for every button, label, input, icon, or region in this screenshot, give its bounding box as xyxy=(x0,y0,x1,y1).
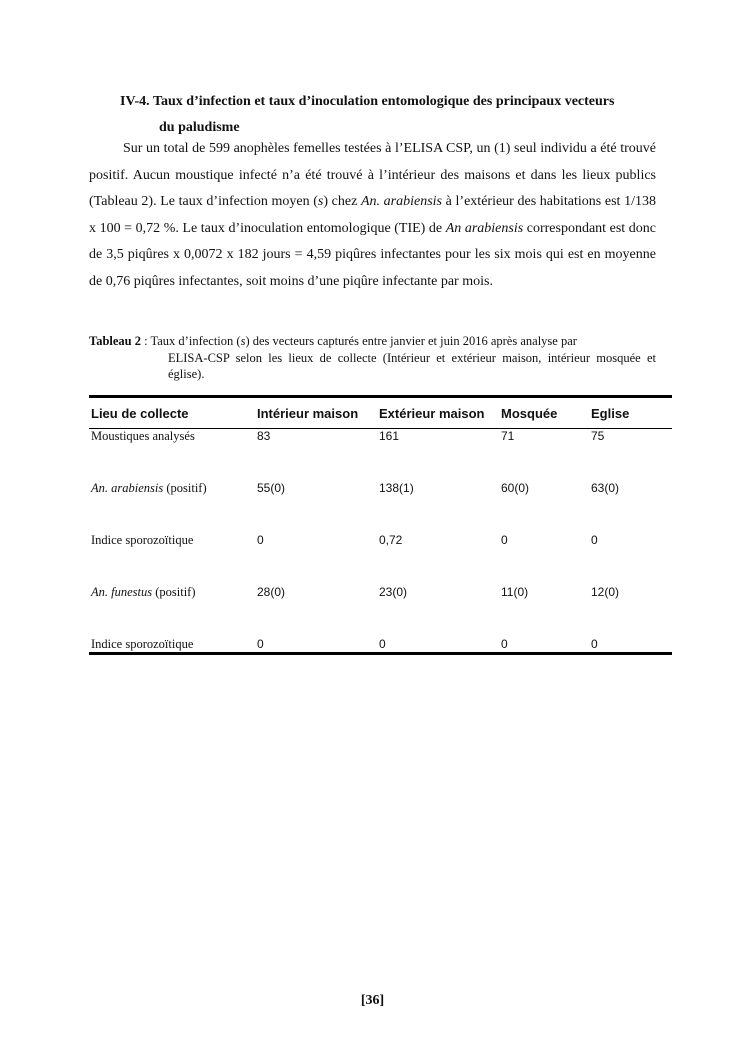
label-suffix: (positif) xyxy=(152,585,196,599)
species-name: An. funestus xyxy=(91,585,153,599)
para-text-3: à l’extérieur des habitations est 1/138 x 100 = 0,72 %. Le taux d’inoculation entomologique (TIE) de xyxy=(89,194,656,236)
cell-value: 23(0) xyxy=(379,585,408,599)
section-title-line2: du paludisme xyxy=(159,120,240,135)
table-row xyxy=(89,533,672,585)
row-label: Moustiques analysés xyxy=(91,429,195,443)
cell-value: 83 xyxy=(257,429,271,443)
row-label: Indice sporozoïtique xyxy=(91,637,194,651)
header-exterieur: Extérieur maison xyxy=(379,406,485,421)
infection-table xyxy=(89,395,672,655)
table-row xyxy=(89,429,672,482)
para-text-2: ) chez xyxy=(323,194,361,210)
cell-value: 138(1) xyxy=(379,481,414,495)
cell-value: 55(0) xyxy=(257,481,286,495)
para-species-1: An. arabiensis xyxy=(360,194,443,210)
cell-value: 71 xyxy=(501,429,515,443)
caption-sep: : xyxy=(141,334,151,348)
header-mosquee: Mosquée xyxy=(501,406,558,421)
caption-text-1: Taux d’infection ( xyxy=(150,334,241,348)
row-label: Indice sporozoïtique xyxy=(91,533,194,547)
header-lieu: Lieu de collecte xyxy=(91,406,189,421)
page-number: [36] xyxy=(360,993,385,1008)
table-row xyxy=(89,585,672,637)
cell-value: 28(0) xyxy=(257,585,286,599)
cell-value: 0 xyxy=(591,533,598,547)
para-text-1: Sur un total de 599 anophèles femelles testées à l’ELISA CSP, un (1) seul individu a été trouvé positif. Aucun moustique infecté n’a été trouvé à l’intérieur des maisons et dans les lieux publics (Tableau 2). Le taux d’infection moyen ( xyxy=(89,141,656,210)
cell-value: 0 xyxy=(501,637,508,651)
cell-value: 12(0) xyxy=(591,585,620,599)
caption-text-3: ELISA-CSP selon les lieux de collecte (Intérieur et extérieur maison, intérieur mosquée et église). xyxy=(168,350,656,381)
row-label xyxy=(89,585,255,637)
caption-label: Tableau 2 xyxy=(89,334,141,348)
section-number: IV-4. xyxy=(120,94,150,109)
cell-value: 63(0) xyxy=(591,481,620,495)
cell-value: 0,72 xyxy=(379,533,403,547)
cell-value: 161 xyxy=(379,429,400,443)
table-caption xyxy=(89,333,656,383)
cell-value: 0 xyxy=(257,637,264,651)
para-symbol-s: s xyxy=(317,194,324,210)
row-label xyxy=(89,481,255,533)
cell-value: 0 xyxy=(257,533,264,547)
caption-symbol-s: s xyxy=(240,334,246,348)
body-paragraph xyxy=(89,136,656,296)
header-eglise: Eglise xyxy=(591,406,630,421)
header-interieur: Intérieur maison xyxy=(257,406,359,421)
cell-value: 11(0) xyxy=(501,585,529,599)
table-header-row xyxy=(89,397,672,429)
species-name: An. arabiensis xyxy=(91,481,164,495)
para-text-4: correspondant est donc de 3,5 piqûres x 0,0072 x 182 jours = 4,59 piqûres infectantes pour les six mois qui est en moyenne de 0,76 piqûres infectantes, soit moins d’une piqûre infectante par mois. xyxy=(89,220,656,289)
label-suffix: (positif) xyxy=(163,481,207,495)
table-row xyxy=(89,481,672,533)
para-species-2: An arabiensis xyxy=(445,220,524,236)
cell-value: 60(0) xyxy=(501,481,530,495)
section-title-line1: Taux d’infection et taux d’inoculation entomologique des principaux vecteurs xyxy=(152,94,615,109)
cell-value: 0 xyxy=(591,637,598,651)
table-row xyxy=(89,637,672,654)
caption-text-2: ) des vecteurs capturés entre janvier et juin 2016 après analyse par xyxy=(245,334,577,348)
cell-value: 0 xyxy=(501,533,508,547)
section-heading xyxy=(120,89,660,141)
cell-value: 0 xyxy=(379,637,386,651)
cell-value: 75 xyxy=(591,429,605,443)
